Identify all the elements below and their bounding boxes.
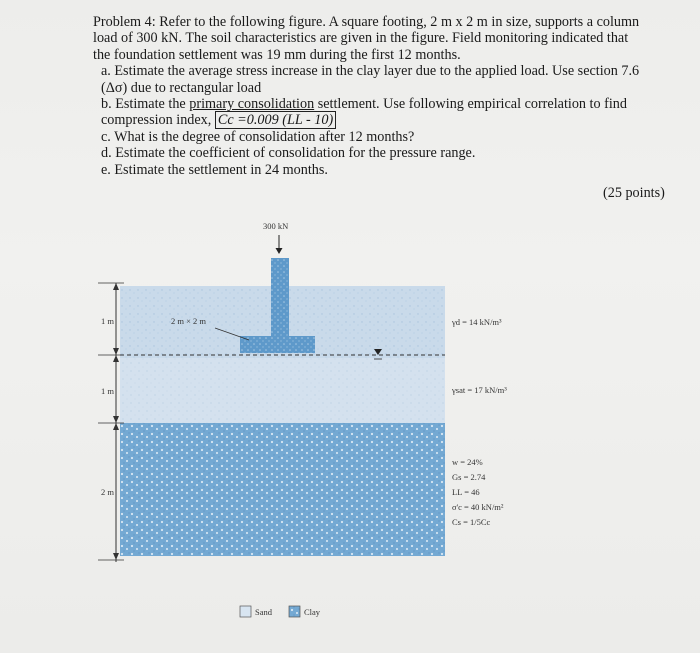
- footing-size-label: 2 m × 2 m: [171, 316, 207, 326]
- points-label: (25 points): [603, 185, 665, 201]
- compression-index-formula: Cc =0.009 (LL - 10): [215, 111, 336, 129]
- legend-clay-swatch: [289, 606, 300, 617]
- load-label: 300 kN: [263, 221, 289, 231]
- legend-sand-swatch: [240, 606, 251, 617]
- clay-layer: [120, 423, 445, 556]
- part-b-line-1: b. Estimate the primary consolidation settlement. Use following empirical correlation to find: [101, 96, 627, 113]
- legend-sand-label: Sand: [255, 607, 272, 617]
- depth-label-1: 1 m: [101, 316, 114, 326]
- part-a-line-1: a. Estimate the average stress increase in the clay layer due to the applied load. Use section 7.6: [101, 63, 640, 80]
- problem-intro-line-2: load of 300 kN. The soil characteristics are given in the figure. Field monitoring indicated that: [93, 30, 629, 47]
- clay-prop-liquid-limit: LL = 46: [452, 487, 480, 497]
- problem-intro-line-1: Problem 4: Refer to the following figure. A square footing, 2 m x 2 m in size, supports a column: [93, 14, 640, 30]
- clay-prop-swell-index: Cs = 1/5Cc: [452, 517, 491, 527]
- dim-arrow-icon: [113, 553, 119, 560]
- part-d: d. Estimate the coefficient of consolidation for the pressure range.: [101, 145, 476, 162]
- clay-prop-water-content: w = 24%: [452, 457, 483, 467]
- dim-arrow-icon: [113, 355, 119, 362]
- legend-clay-label: Clay: [304, 607, 321, 617]
- part-b-line-2: compression index, Cc =0.009 (LL - 10): [93, 112, 673, 128]
- clay-prop-preconsolidation: σ'c = 40 kN/m²: [452, 502, 504, 512]
- problem-heading: Problem 4:: [93, 14, 156, 30]
- problem-intro-line-3: the foundation settlement was 19 mm during the first 12 months.: [93, 46, 461, 63]
- depth-label-3: 2 m: [101, 487, 114, 497]
- clay-prop-specific-gravity: Gs = 2.74: [452, 472, 486, 482]
- part-c: c. What is the degree of consolidation after 12 months?: [101, 128, 415, 145]
- dim-arrow-icon: [113, 283, 119, 290]
- saturated-sand-layer: [120, 358, 445, 423]
- depth-label-2: 1 m: [101, 386, 114, 396]
- underlined-term: primary consolidation: [189, 96, 315, 113]
- column: [271, 258, 289, 336]
- dim-arrow-icon: [113, 416, 119, 423]
- load-arrowhead-icon: [276, 248, 283, 254]
- sat-unit-weight-label: γsat = 17 kN/m³: [452, 385, 507, 395]
- dry-unit-weight-label: γd = 14 kN/m³: [452, 317, 502, 327]
- footing: [240, 336, 315, 353]
- dim-arrow-icon: [113, 423, 119, 430]
- part-e: e. Estimate the settlement in 24 months.: [101, 161, 328, 178]
- dim-arrow-icon: [113, 348, 119, 355]
- part-a-line-2: (Δσ) due to rectangular load: [101, 79, 262, 96]
